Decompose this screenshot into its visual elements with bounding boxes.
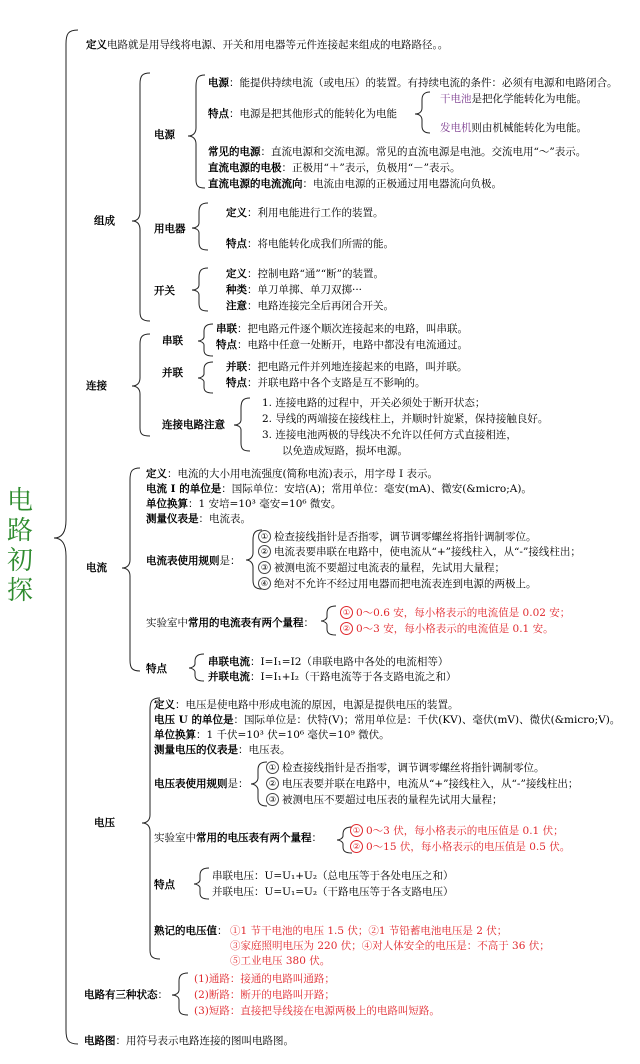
dianyuan-line-4: 直流电源的电极：正极用“＋”表示，负极用“－”表示。 xyxy=(208,162,461,174)
section-zucheng: 组成 xyxy=(94,215,115,227)
dianliu-feature-2: 并联电流：I=I₁+I₂（干路电流等于各支路电流之和） xyxy=(208,671,457,683)
dianliu-meter: 测量仪表是：电流表。 xyxy=(146,513,251,525)
dianya-rule-1: ① 检查接线指针是否指零，调节调零螺丝将指针调制零位。 xyxy=(266,761,545,775)
yongdianqi-line-1: 定义：利用电能进行工作的装置。 xyxy=(226,207,384,219)
chuanlian-line-1: 串联：把电路元件逐个顺次连接起来的电路，叫串联。 xyxy=(216,323,468,335)
section-lianjie: 连接 xyxy=(86,380,107,392)
zhuyi-item-1: 1. 连接电路的过程中，开关必须处于断开状态； xyxy=(262,397,486,409)
dianliu-range-label: 实验室中常用的电流表有两个量程： xyxy=(146,617,314,629)
dianya-conv: 单位换算：1 千伏=10³ 伏=10⁶ 毫伏=10⁹ 微伏。 xyxy=(154,729,390,741)
dianliu-rule-3: ③ 被测电流不要超过电流表的量程，先试用大量程； xyxy=(258,561,505,575)
node-chuanlian: 串联 xyxy=(162,335,183,347)
diagram-line: 电路图：用符号表示电路连接的图叫电路图。 xyxy=(84,1035,294,1047)
node-kaiguan: 开关 xyxy=(154,285,175,297)
section-dianliu: 电流 xyxy=(86,562,107,574)
dianliu-rule-4: ④ 绝对不允许不经过用电器而把电流表连到电源的两极上。 xyxy=(258,577,537,591)
node-dianyuan: 电源 xyxy=(154,129,175,141)
dianya-feature-label: 特点 xyxy=(154,879,175,891)
dianliu-rules-label: 电流表使用规则是： xyxy=(146,555,241,567)
dianya-rule-3: ③ 被测电压不要超过电压表的量程先试用大量程； xyxy=(266,793,503,807)
node-binglian: 并联 xyxy=(162,367,183,379)
dianya-rule-2: ② 电压表要并联在电路中，电流从“+”接线柱入，从“-”接线柱出； xyxy=(266,777,578,791)
dianya-range-1: ① 0～3 伏，每小格表示的电压值是 0.1 伏； xyxy=(350,824,564,838)
page-title: 电 路 初 探 xyxy=(6,486,33,606)
dianliu-feature-1: 串联电流：I=I₁=I2（串联电路中各处的电流相等） xyxy=(208,656,449,668)
dianliu-rule-1: ① 检查接线指针是否指零，调节调零螺丝将指针调制零位。 xyxy=(258,530,537,544)
state-item-1: (1)通路：接通的电路叫通路； xyxy=(194,973,335,985)
chuanlian-line-2: 特点：电路中任意一处断开，电路中都没有电流通过。 xyxy=(216,339,468,351)
dianya-range-label: 实验室中常用的电压表有两个量程： xyxy=(154,832,322,844)
kaiguan-line-2: 种类：单刀单掷、单刀双掷··· xyxy=(226,284,363,296)
dianya-feature-2: 并联电压：U=U₁=U₂（干路电压等于各支路电压） xyxy=(212,886,454,898)
dianyuan-line-2: 特点：电源是把其他形式的能转化为电能 xyxy=(208,108,397,120)
states-label: 电路有三种状态： xyxy=(84,989,168,1001)
dianliu-feature-label: 特点 xyxy=(146,663,167,675)
zhuyi-item-2: 2. 导线的两端接在接线柱上，并顺时针旋紧，保持接触良好。 xyxy=(262,413,549,425)
dianyuan-sub-2: 发电机则由机械能转化为电能。 xyxy=(440,122,587,134)
dianya-def: 定义：电压是使电路中形成电流的原因，电源是提供电压的装置。 xyxy=(154,699,459,711)
dianliu-def: 定义：电流的大小用电流强度(简称电流)表示，用字母 I 表示。 xyxy=(146,468,439,480)
dianyuan-line-1: 电源：能提供持续电流（或电压）的装置。有持续电流的条件：必须有电源和电路闭合。 xyxy=(208,77,618,89)
dianyuan-line-5: 直流电源的电流流向：电流由电源的正极通过用电器流向负极。 xyxy=(208,178,502,190)
dianyuan-sub-1: 干电池是把化学能转化为电能。 xyxy=(440,93,587,105)
dianya-memo-3: ⑤工业电压 380 伏。 xyxy=(230,955,331,967)
state-item-3: (3)短路：直接把导线接在电源两极上的电路叫短路。 xyxy=(194,1005,440,1017)
binglian-line-2: 特点：并联电路中各个支路是互不影响的。 xyxy=(226,377,426,389)
dianliu-range-1: ① 0～0.6 安，每小格表示的电流值是 0.02 安； xyxy=(340,606,570,620)
zhuyi-item-4: 以免造成短路，损坏电源。 xyxy=(282,445,408,457)
dianya-memo-1: ①1 节干电池的电压 1.5 伏；②1 节铅蓄电池电压是 2 伏； xyxy=(230,925,508,937)
dianliu-rule-2: ② 电流表要串联在电路中，使电流从“+”接线柱入，从“-”接线柱出； xyxy=(258,545,581,559)
section-dianya: 电压 xyxy=(94,817,115,829)
dianya-feature-1: 串联电压：U=U₁+U₂（总电压等于各处电压之和） xyxy=(212,870,454,882)
state-item-2: (2)断路：断开的电路叫开路； xyxy=(194,989,335,1001)
dianya-range-2: ② 0～15 伏，每小格表示的电压值是 0.5 伏。 xyxy=(350,840,570,854)
dianya-unit: 电压 U 的单位是：国际单位是：伏特(V)；常用单位是：千伏(KV)、毫伏(mV)、微伏(&micro;V)。 xyxy=(154,714,621,726)
node-lianjie-zhuyi: 连接电路注意 xyxy=(162,419,225,431)
zhuyi-item-3: 3. 连接电池两极的导线决不允许以任何方式直接相连， xyxy=(262,429,517,441)
dianliu-unit: 电流 I 的单位是：国际单位：安培(A)；常用单位：毫安(mA)、微安(&micro;A)。 xyxy=(146,483,532,495)
dianyuan-line-3: 常见的电源：直流电源和交流电源。常见的直流电源是电池。交流电用“～”表示。 xyxy=(208,146,587,158)
dianya-rules-label: 电压表使用规则是： xyxy=(154,778,249,790)
dianya-memo-2: ③家庭照明电压为 220 伏；④对人体安全的电压是：不高于 36 伏； xyxy=(230,940,550,952)
kaiguan-line-1: 定义：控制电路“通”“断”的装置。 xyxy=(226,268,384,280)
binglian-line-1: 并联：把电路元件并列地连接起来的电路，叫并联。 xyxy=(226,361,468,373)
definition-line: 定义电路就是用导线将电源、开关和用电器等元件连接起来组成的电路路径。。 xyxy=(86,39,449,51)
dianya-memo-label: 熟记的电压值： xyxy=(154,925,228,937)
yongdianqi-line-2: 特点：将电能转化成我们所需的能。 xyxy=(226,238,394,250)
kaiguan-line-3: 注意：电路连接完全后再闭合开关。 xyxy=(226,300,394,312)
node-yongdianqi: 用电器 xyxy=(154,223,186,235)
dianliu-conv: 单位换算：1 安培=10³ 毫安=10⁶ 微安。 xyxy=(146,498,342,510)
dianliu-range-2: ② 0～3 安，每小格表示的电流值是 0.1 安。 xyxy=(340,622,554,636)
dianya-meter: 测量电压的仪表是：电压表。 xyxy=(154,744,291,756)
